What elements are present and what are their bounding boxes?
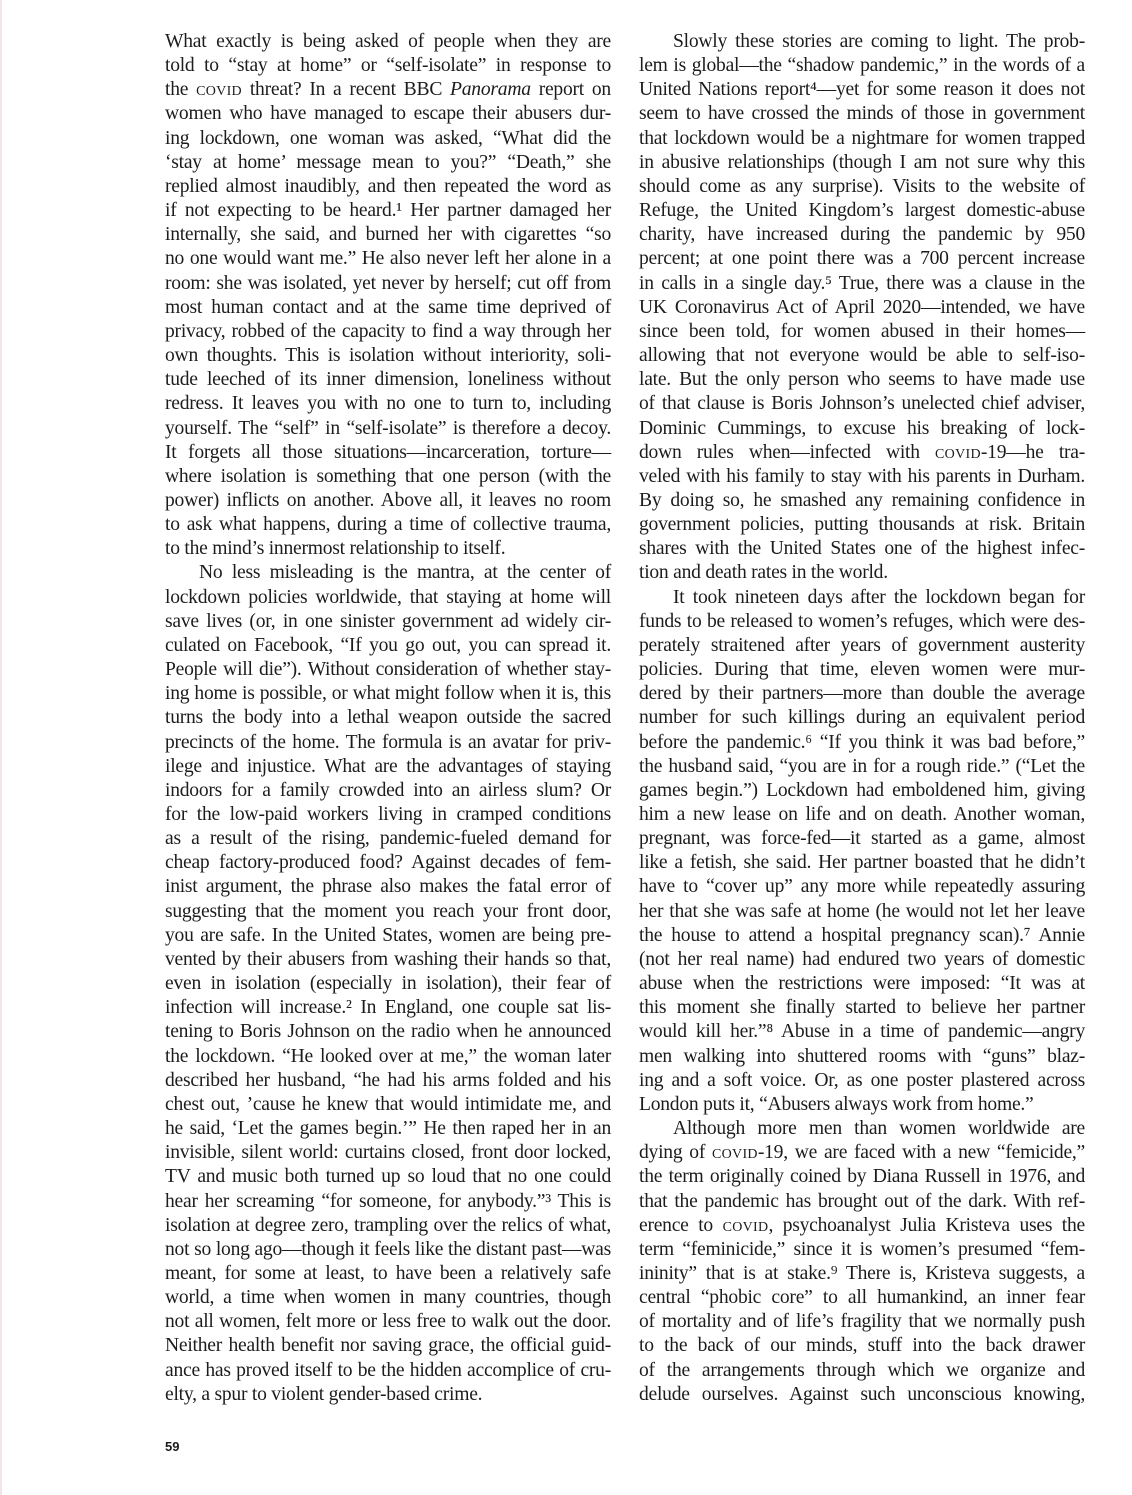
text-line: where isolation is something that one person (with the xyxy=(165,465,611,487)
text-line: most human contact and at the same time deprived of xyxy=(165,296,611,318)
text-line: him a new lease on life and on death. Another woman, xyxy=(639,804,1085,825)
text-line: UK Coronavirus Act of April 2020—intended, we have xyxy=(639,296,1085,318)
text-line: replied almost inaudibly, and then repeated the word as xyxy=(165,175,611,197)
text-line: central “phobic core” to all humankind, an inner fear xyxy=(639,1287,1085,1309)
text-line: if not expecting to be heard.¹ Her partner damaged her xyxy=(165,200,611,222)
text-line: dered by their partners—more than double the average xyxy=(639,683,1085,705)
text-line: ‘stay at home’ message mean to you?” “Death,” she xyxy=(165,151,611,173)
text-line: men walking into shuttered rooms with “guns” blaz- xyxy=(639,1045,1085,1067)
text-line: term “feminicide,” since it is women’s presumed “fem- xyxy=(639,1238,1085,1260)
text-line: shares with the United States one of the highest infec- xyxy=(639,538,1085,560)
text-line: women who have managed to escape their abusers dur- xyxy=(165,103,611,125)
text-line: not all women, felt more or less free to walk out the door. xyxy=(165,1311,611,1333)
text-line: London puts it, “Abusers always work from home.” xyxy=(639,1093,1034,1115)
text-line: precincts of the home. The formula is an avatar for priv- xyxy=(165,731,611,753)
text-line: invisible, silent world: curtains closed, front door locked, xyxy=(165,1142,611,1164)
text-line: culated on Facebook, “If you go out, you can spread it. xyxy=(165,634,611,656)
text-line: no one would want me.” He also never left her alone in a xyxy=(165,248,611,270)
text-line: erence to covid, psychoanalyst Julia Kristeva uses the xyxy=(639,1214,1085,1236)
text-line: No less misleading is the mantra, at the center of xyxy=(199,562,611,584)
text-line: tening to Boris Johnson on the radio when he announced xyxy=(165,1021,611,1043)
text-line: inist argument, the phrase also makes the fatal error of xyxy=(165,876,611,898)
text-line: of mortality and of life’s fragility that we normally push xyxy=(639,1311,1085,1333)
text-line: save lives (or, in one sinister government ad widely cir- xyxy=(165,610,611,632)
text-line: veled with his family to stay with his parents in Durham. xyxy=(639,465,1085,487)
text-line: the lockdown. “He looked over at me,” the woman later xyxy=(165,1045,611,1067)
text-line: described her husband, “he had his arms folded and his xyxy=(165,1069,611,1091)
text-line: in calls in a single day.⁵ True, there was a clause in the xyxy=(639,272,1085,294)
text-line: ininity” that is at stake.⁹ There is, Kristeva suggests, a xyxy=(639,1262,1085,1284)
text-line: the husband said, “you are in for a rough ride.” (“Let the xyxy=(639,755,1085,777)
text-line: government policies, putting thousands at risk. Britain xyxy=(639,514,1085,536)
text-line: People will die”). Without consideration of whether stay- xyxy=(165,659,611,681)
text-line: ance has proved itself to be the hidden accomplice of cru- xyxy=(165,1359,611,1381)
text-line: since been told, for women abused in their homes— xyxy=(639,320,1085,342)
text-line: percent; at one point there was a 700 percent increase xyxy=(639,248,1085,270)
magazine-page xyxy=(2,0,1132,1495)
text-line: elty, a spur to violent gender-based crime. xyxy=(165,1383,483,1405)
text-line: meant, for some at least, to have been a relatively safe xyxy=(165,1262,611,1284)
text-line: you are safe. In the United States, women are being pre- xyxy=(165,924,611,946)
text-line: tude leeched of its inner dimension, loneliness without xyxy=(165,369,611,391)
text-line: turns the body into a lethal weapon outside the sacred xyxy=(165,707,611,729)
text-line: the term originally coined by Diana Russell in 1976, and xyxy=(639,1166,1085,1188)
text-line: even in isolation (especially in isolation), their fear of xyxy=(165,973,611,995)
text-line: chest out, ’cause he knew that would intimidate me, and xyxy=(165,1093,611,1115)
text-line: room: she was isolated, yet never by herself; cut off from xyxy=(165,272,611,294)
text-line: late. But the only person who seems to have made use xyxy=(639,369,1085,391)
text-line: By doing so, he smashed any remaining confidence in xyxy=(639,489,1085,511)
text-line: should come as any surprise). Visits to the website of xyxy=(639,175,1085,197)
text-line: hear her screaming “for someone, for anybody.”³ This is xyxy=(165,1190,611,1212)
text-line: ing and a soft voice. Or, as one poster plastered across xyxy=(639,1069,1085,1091)
text-line: to ask what happens, during a time of collective trauma, xyxy=(165,514,611,536)
text-line: of the arrangements through which we organize and xyxy=(639,1359,1085,1381)
text-line: internally, she said, and burned her with cigarettes “so xyxy=(165,224,611,246)
text-line: the house to attend a hospital pregnancy scan).⁷ Annie xyxy=(639,924,1085,946)
text-line: It forgets all those situations—incarceration, torture— xyxy=(165,441,611,463)
text-line: as a result of the rising, pandemic-fueled demand for xyxy=(165,828,611,850)
text-line: Although more men than women worldwide are xyxy=(673,1118,1085,1140)
text-line: ing home is possible, or what might follow when it is, this xyxy=(165,683,611,705)
text-line: Dominic Cummings, to excuse his breaking of lock- xyxy=(639,417,1085,439)
text-line: that the pandemic has brought out of the dark. With ref- xyxy=(639,1190,1085,1212)
text-line: before the pandemic.⁶ “If you think it was bad before,” xyxy=(639,731,1085,753)
text-line: this moment she finally started to believe her partner xyxy=(639,997,1085,1019)
text-line: vented by their abusers from washing their hands so that, xyxy=(165,948,611,970)
text-line: dying of covid-19, we are faced with a new “femicide,” xyxy=(639,1142,1085,1164)
text-line: told to “stay at home” or “self-isolate” in response to xyxy=(165,55,611,77)
text-line: power) inflicts on another. Above all, it leaves no room xyxy=(165,489,611,511)
text-line: delude ourselves. Against such unconscious knowing, xyxy=(639,1383,1085,1405)
text-line: he said, ‘Let the games begin.’” He then raped her in an xyxy=(165,1118,611,1140)
text-line: funds to be released to women’s refuges, which were des- xyxy=(639,610,1085,632)
text-line: lem is global—the “shadow pandemic,” in the words of a xyxy=(639,55,1085,77)
text-line: tion and death rates in the world. xyxy=(639,562,888,584)
text-line: for the low-paid workers living in cramped conditions xyxy=(165,804,611,825)
text-line: ilege and injustice. What are the advantages of staying xyxy=(165,755,611,777)
text-line: number for such killings during an equivalent period xyxy=(639,707,1085,729)
text-line: her that she was safe at home (he would not let her leave xyxy=(639,900,1085,922)
text-line: would kill her.”⁸ Abuse in a time of pandemic—angry xyxy=(639,1021,1085,1043)
article-column-left xyxy=(165,30,611,1407)
text-line: Neither health benefit nor saving grace, the official guid- xyxy=(165,1335,611,1357)
text-line: to the back of our minds, stuff into the back drawer xyxy=(639,1335,1085,1357)
text-line: have to “cover up” any more while repeatedly assuring xyxy=(639,876,1085,898)
text-line: indoors for a family crowded into an airless slum? Or xyxy=(165,779,611,801)
text-line: What exactly is being asked of people when they are xyxy=(165,31,611,52)
text-line: lockdown policies worldwide, that staying at home will xyxy=(165,586,611,608)
text-line: like a fetish, she said. Her partner boasted that he didn’t xyxy=(639,852,1085,874)
text-line: perately straitened after years of government austerity xyxy=(639,634,1085,656)
text-line: TV and music both turned up so loud that no one could xyxy=(165,1166,611,1188)
text-line: the covid threat? In a recent BBC Panorama report on xyxy=(165,79,611,101)
text-line: pregnant, was force-fed—it started as a game, almost xyxy=(639,828,1085,850)
text-line: (not her real name) had endured two years of domestic xyxy=(639,948,1085,970)
text-line: ing lockdown, one woman was asked, “What did the xyxy=(165,127,611,149)
text-line: that lockdown would be a nightmare for women trapped xyxy=(639,127,1085,149)
text-line: abuse when the restrictions were imposed: “It was at xyxy=(639,973,1085,995)
text-line: charity, have increased during the pandemic by 950 xyxy=(639,224,1085,246)
text-line: cheap factory-produced food? Against decades of fem- xyxy=(165,852,611,874)
text-line: isolation at degree zero, trampling over the relics of what, xyxy=(165,1214,611,1236)
text-line: redress. It leaves you with no one to turn to, including xyxy=(165,393,611,415)
text-line: seem to have crossed the minds of those in government xyxy=(639,103,1085,125)
text-line: allowing that not everyone would be able to self-iso- xyxy=(639,345,1085,367)
text-line: in abusive relationships (though I am not sure why this xyxy=(639,151,1085,173)
article-column-right xyxy=(639,30,1085,1407)
text-line: yourself. The “self” in “self-isolate” is therefore a decoy. xyxy=(165,417,611,439)
text-line: infection will increase.² In England, one couple sat lis- xyxy=(165,997,611,1019)
text-line: Refuge, the United Kingdom’s largest domestic-abuse xyxy=(639,200,1085,222)
text-line: not so long ago—though it feels like the distant past—was xyxy=(165,1238,611,1260)
text-line: privacy, robbed of the capacity to find a way through her xyxy=(165,320,611,342)
text-line: down rules when—infected with covid-19—he tra- xyxy=(639,441,1086,463)
text-line: policies. During that time, eleven women were mur- xyxy=(639,659,1085,681)
text-line: games begin.”) Lockdown had emboldened him, giving xyxy=(639,779,1085,801)
text-line: Slowly these stories are coming to light. The prob- xyxy=(673,31,1085,52)
text-line: to the mind’s innermost relationship to itself. xyxy=(165,538,506,560)
text-line: world, a time when women in many countries, though xyxy=(165,1287,611,1309)
text-line: suggesting that the moment you reach your front door, xyxy=(165,900,611,922)
text-line: of that clause is Boris Johnson’s unelected chief adviser, xyxy=(639,393,1085,415)
text-line: It took nineteen days after the lockdown began for xyxy=(673,586,1085,608)
text-line: United Nations report⁴—yet for some reason it does not xyxy=(639,79,1085,101)
text-line: own thoughts. This is isolation without interiority, soli- xyxy=(165,345,611,367)
page-number: 59 xyxy=(165,1439,180,1454)
